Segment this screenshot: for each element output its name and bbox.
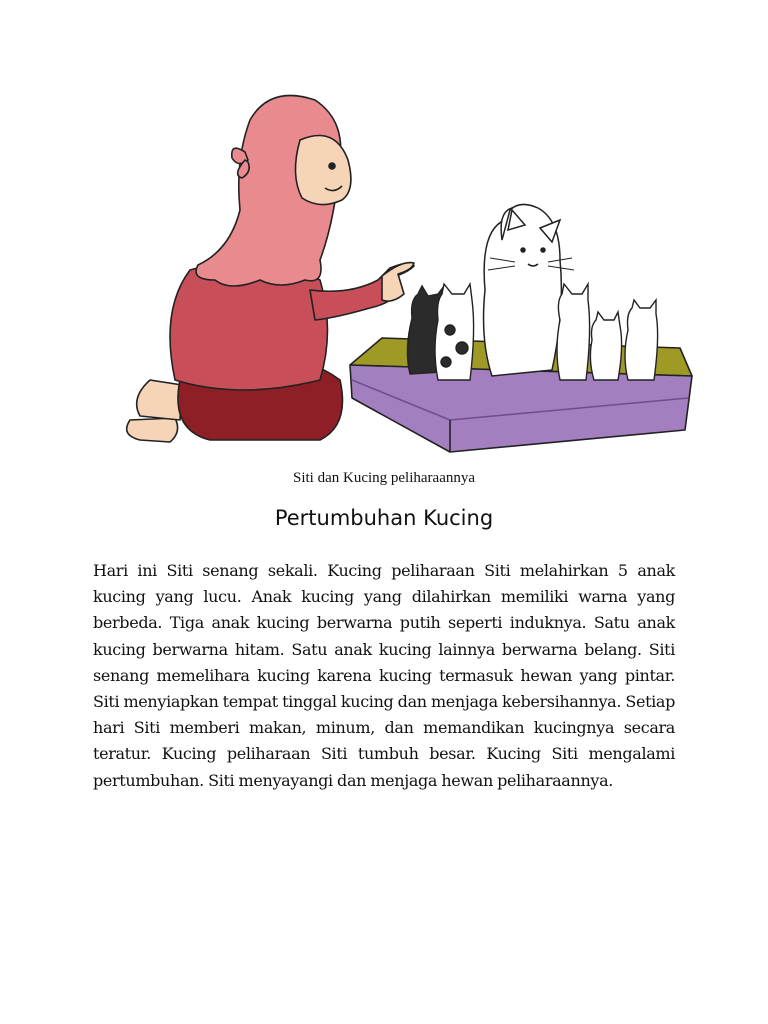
page-title: Pertumbuhan Kucing <box>274 506 494 530</box>
story-illustration <box>120 80 700 460</box>
story-paragraph: Hari ini Siti senang sekali. Kucing peliharaan Siti melahirkan 5 anak kucing yang lucu. Anak kucing yang dilahirkan memiliki warna yang berbeda. Tiga anak kucing berwarna putih seperti induknya. Satu anak kucing berwarna hitam. Satu anak kucing lainnya berwarna belang. Siti senang memelihara kucing karena kucing termasuk hewan yang pintar. Siti menyiapkan tempat tinggal kucing dan menjaga kebersihannya. Setiap hari Siti memberi makan, minum, dan memandikan kucingnya secara teratur. Kucing peliharaan Siti tumbuh besar. Kucing Siti mengalami pertumbuhan. Siti menyayangi dan menjaga hewan peliharaannya. <box>93 561 675 790</box>
illustration-caption: Siti dan Kucing peliharaannya <box>292 470 476 486</box>
